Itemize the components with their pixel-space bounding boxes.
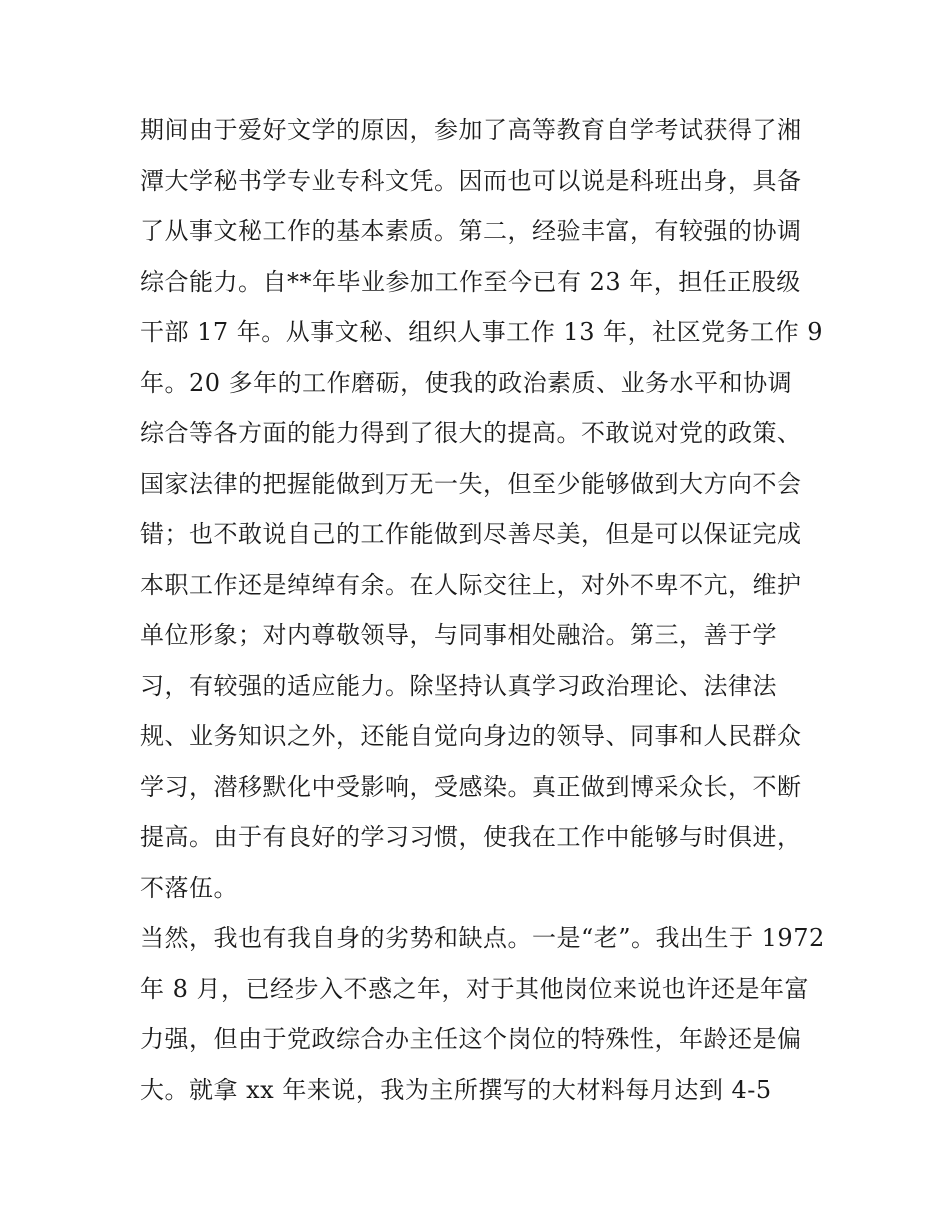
text-line: 习，有较强的适应能力。除坚持认真学习政治理论、法律法 — [140, 672, 777, 700]
text-line: 单位形象；对内尊敬领导，与同事相处融洽。第三，善于学 — [140, 621, 777, 649]
text-line: 年 8 月，已经步入不惑之年，对于其他岗位来说也许还是年富 — [140, 975, 810, 1003]
text-line: 不落伍。 — [140, 874, 238, 902]
text-line: 学习，潜移默化中受影响，受感染。真正做到博采众长，不断 — [140, 773, 802, 801]
text-line: 力强，但由于党政综合办主任这个岗位的特殊性，年龄还是偏 — [140, 1025, 802, 1053]
text-line: 国家法律的把握能做到万无一失，但至少能够做到大方向不会 — [140, 470, 802, 498]
text-line: 综合等各方面的能力得到了很大的提高。不敢说对党的政策、 — [140, 419, 802, 447]
text-line: 年。20 多年的工作磨砺，使我的政治素质、业务水平和协调 — [140, 369, 793, 397]
text-line: 综合能力。自**年毕业参加工作至今已有 23 年，担任正股级 — [140, 268, 801, 296]
text-line: 干部 17 年。从事文秘、组织人事工作 13 年，社区党务工作 9 — [140, 318, 823, 346]
text-line: 大。就拿 xx 年来说，我为主所撰写的大材料每月达到 4-5 — [140, 1076, 772, 1104]
text-line: 提高。由于有良好的学习习惯，使我在工作中能够与时俱进， — [140, 823, 802, 851]
text-line: 了从事文秘工作的基本素质。第二，经验丰富，有较强的协调 — [140, 217, 802, 245]
text-line: 规、业务知识之外，还能自觉向身边的领导、同事和人民群众 — [140, 722, 802, 750]
text-line: 错；也不敢说自己的工作能做到尽善尽美，但是可以保证完成 — [140, 520, 802, 548]
text-line: 当然，我也有我自身的劣势和缺点。一是“老”。我出生于 1972 — [140, 924, 825, 952]
text-line: 本职工作还是绰绰有余。在人际交往上，对外不卑不亢，维护 — [140, 571, 802, 599]
text-line: 期间由于爱好文学的原因，参加了高等教育自学考试获得了湘 — [140, 116, 802, 144]
text-line: 潭大学秘书学专业专科文凭。因而也可以说是科班出身，具备 — [140, 167, 802, 195]
